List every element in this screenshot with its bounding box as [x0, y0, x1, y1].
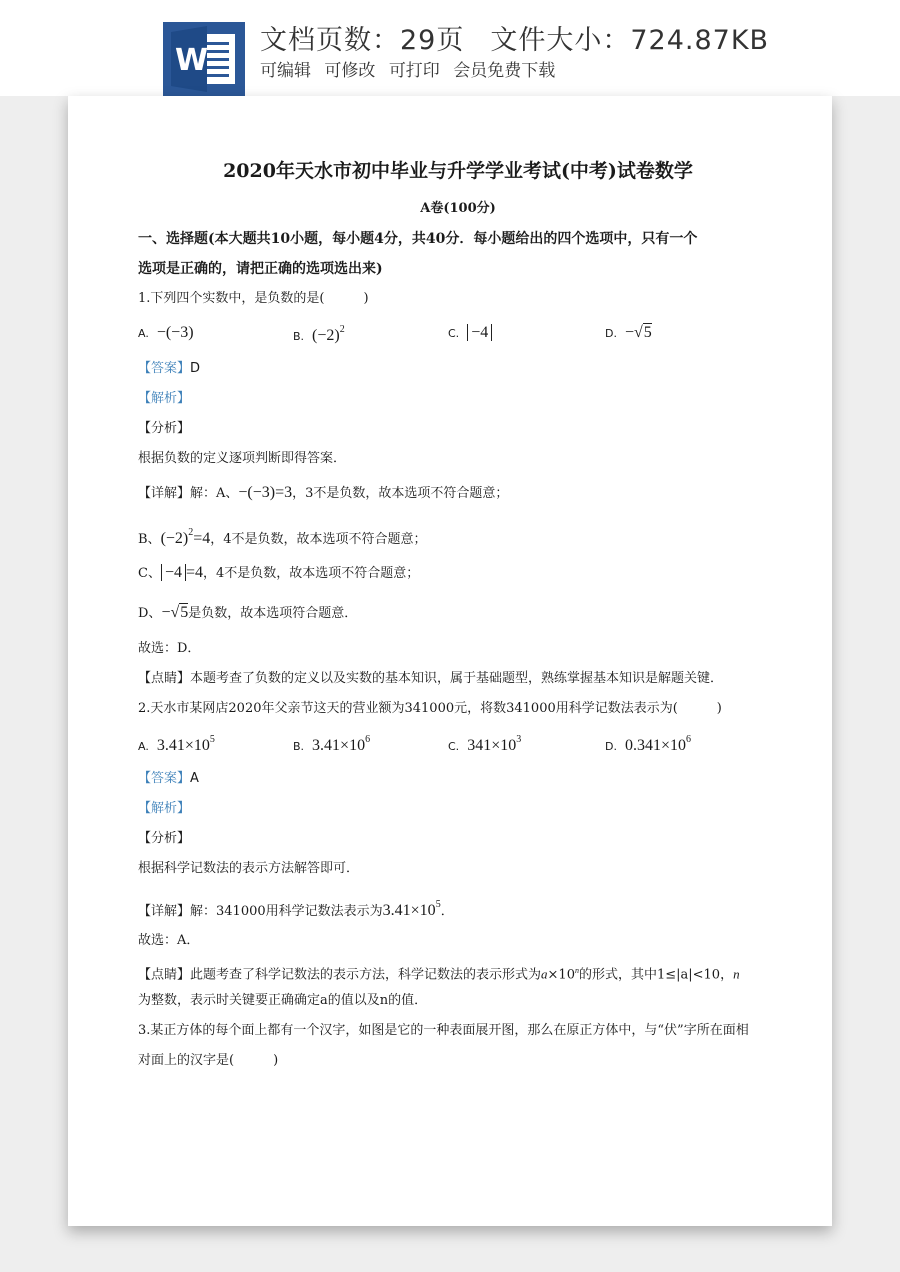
q2-analysis: 根据科学记数法的表示方法解答即可． — [138, 861, 360, 876]
question-3-stem-line1: 3.某正方体的每个面上都有一个汉字，如图是它的一种表面展开图，那么在原正方体中，与“伏”字所在面相 — [138, 1023, 749, 1038]
q2-detail: 【详解】解：341000用科学记数法表示为$3.41\times 10^5$． — [138, 899, 454, 919]
svg-text:W: W — [175, 43, 209, 78]
question-2-stem: 2.天水市某网店2020年父亲节这天的营业额为341000元，将数341000用科学记数法表示为( ) — [138, 701, 722, 716]
word-document-icon — [163, 22, 245, 96]
q2-choice: 故选：A． — [138, 933, 200, 948]
q2-comment-line2: 为整数，表示时关键要正确确定a的值以及n的值． — [138, 993, 428, 1008]
header-banner — [0, 0, 900, 96]
q1-option-d: D. −√5 — [605, 324, 652, 341]
exam-title: 2020年天水市初中毕业与升学学业考试(中考)试卷数学 — [223, 160, 693, 182]
q1-option-b: B. $(-2)^2$ — [293, 324, 345, 344]
question-3-stem-line2: 对面上的汉字是( ) — [138, 1053, 279, 1068]
feature-list — [260, 56, 563, 81]
q2-explanation-tag: 【解析】 — [138, 801, 191, 816]
q2-option-d: D. $0.341\times 10^6$ — [605, 734, 691, 754]
part-instructions-line1: 一、选择题(本大题共10小题，每小题4分，共40分．每小题给出的四个选项中，只有一个 — [138, 231, 698, 247]
feature-modifiable: 可修改 — [324, 61, 376, 81]
part-instructions-line2: 选项是正确的，请把正确的选项选出来) — [138, 261, 383, 277]
q1-option-a: A. −(−3) — [138, 324, 194, 341]
q1-answer: 【答案】D — [138, 361, 201, 376]
q1-explanation-tag: 【解析】 — [138, 391, 191, 406]
file-size: 文件大小：724.87KB — [490, 25, 770, 56]
q2-option-c: C. $341\times 10^3$ — [448, 734, 522, 754]
q1-detail-d: D、−√5是负数，故本选项符合题意． — [138, 604, 358, 621]
q2-option-b: B. $3.41\times 10^6$ — [293, 734, 371, 754]
feature-printable: 可打印 — [388, 61, 440, 81]
q2-analysis-tag: 【分析】 — [138, 831, 191, 846]
feature-editable: 可编辑 — [260, 61, 311, 81]
q2-option-a: A. $3.41\times 10^5$ — [138, 734, 215, 754]
feature-free-download[interactable]: 会员免费下载 — [453, 61, 556, 81]
document-stats — [260, 18, 795, 57]
q2-comment-line1: 【点睛】此题考查了科学记数法的表示方法，科学记数法的表示形式为$a\times 10^n$的形式，其中1≤|a|<10，n — [138, 966, 740, 983]
q1-option-c: C. −4 — [448, 324, 492, 342]
question-1-stem: 1.下列四个实数中，是负数的是( ) — [138, 291, 369, 306]
q2-answer: 【答案】A — [138, 771, 199, 786]
q1-choice: 故选：D． — [138, 641, 201, 656]
section-heading: A卷(100分) — [420, 201, 496, 216]
q1-detail-b: B、$(-2)^2=4$，4不是负数，故本选项不符合题意； — [138, 527, 427, 547]
q1-detail-a: 【详解】解：A、−(−3)=3，3不是负数，故本选项不符合题意； — [138, 484, 509, 501]
q1-detail-c: C、 −4 =4，4不是负数，故本选项不符合题意； — [138, 564, 420, 581]
document-page — [68, 96, 832, 1226]
q1-analysis-tag: 【分析】 — [138, 421, 191, 436]
q1-analysis: 根据负数的定义逐项判断即得答案． — [138, 451, 347, 466]
q1-comment: 【点睛】本题考查了负数的定义以及实数的基本知识，属于基础题型，熟练掌握基本知识是解题关键． — [138, 671, 724, 686]
page-count: 文档页数：29页 — [260, 25, 465, 56]
